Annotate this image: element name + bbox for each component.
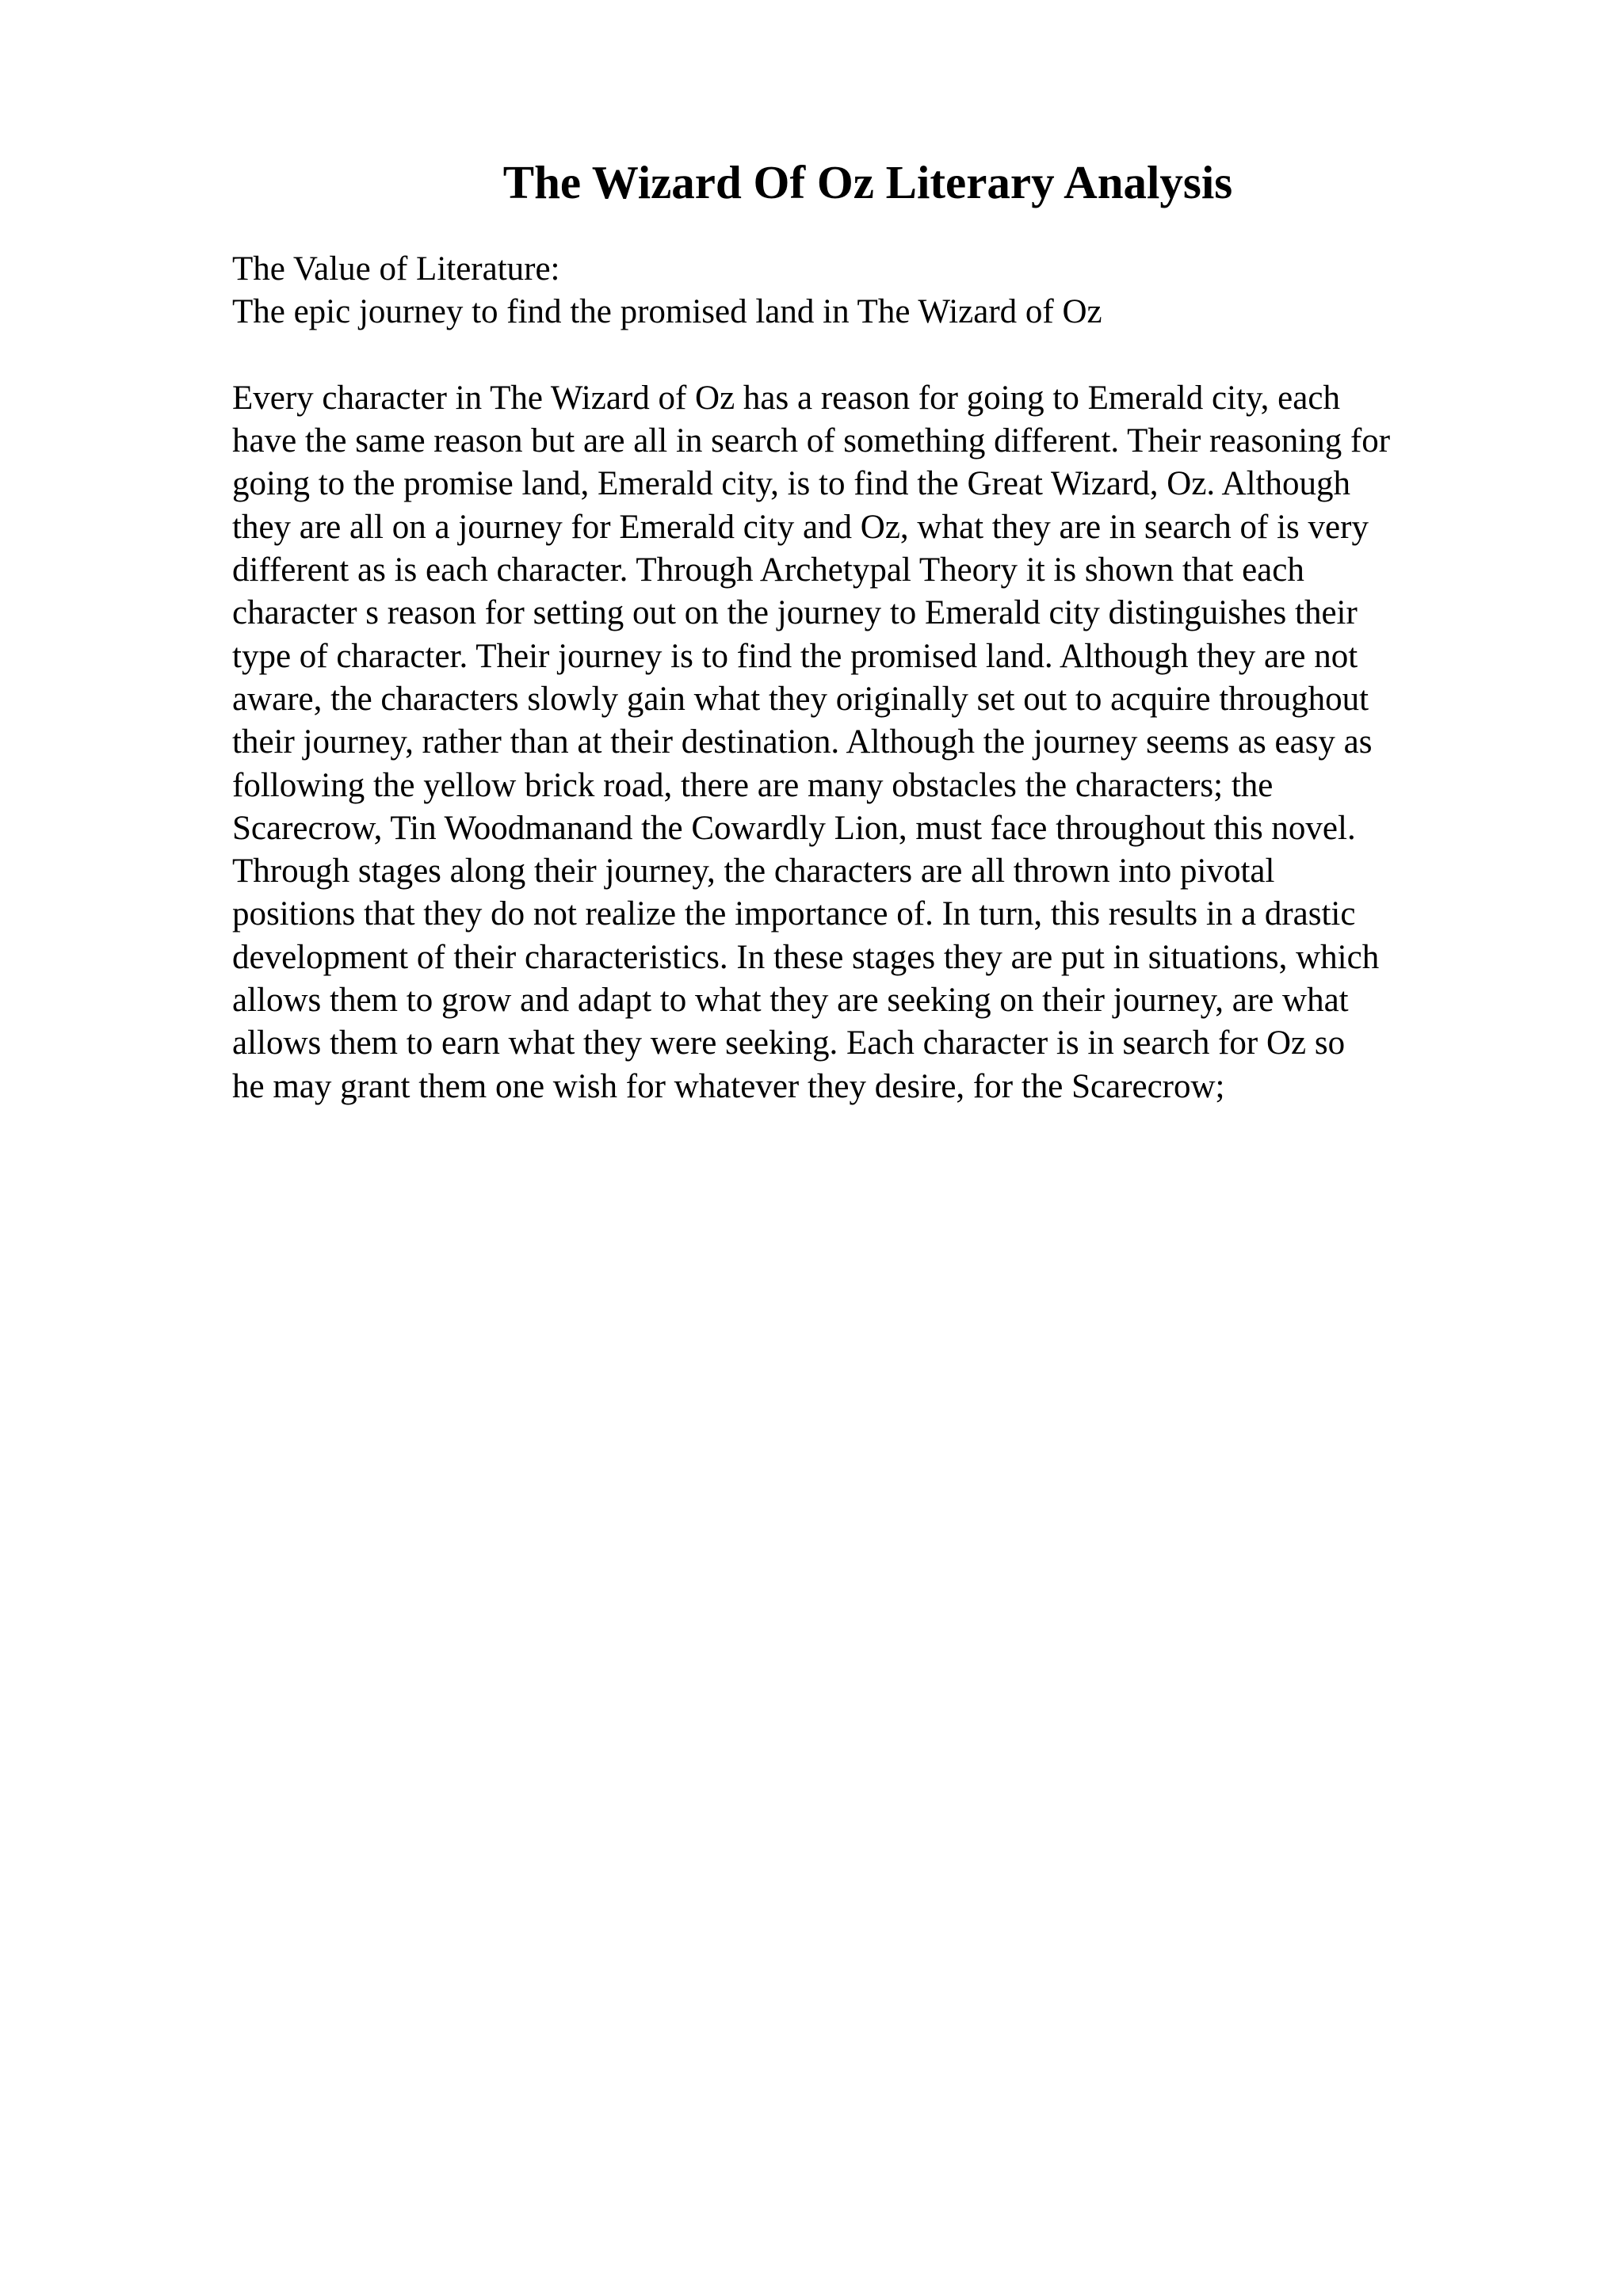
document-content	[232, 248, 1595, 1108]
subtitle-line: The epic journey to find the promised land in The Wizard of Oz	[232, 293, 1102, 331]
body-line: have the same reason but are all in search of something different. Their reasoning for	[232, 422, 1391, 460]
paragraph-spacer	[232, 334, 1595, 377]
body-line: positions that they do not realize the importance of. In turn, this results in a drastic	[232, 895, 1356, 933]
body-line: allows them to grow and adapt to what they are seeking on their journey, are what	[232, 982, 1349, 1020]
body-line: their journey, rather than at their destination. Although the journey seems as easy as	[232, 723, 1373, 761]
body-line: aware, the characters slowly gain what they originally set out to acquire throughout	[232, 680, 1369, 718]
body-line: going to the promise land, Emerald city, is to find the Great Wizard, Oz. Although	[232, 465, 1350, 503]
body-line: following the yellow brick road, there are many obstacles the characters; the	[232, 766, 1274, 804]
body-line: Scarecrow, Tin Woodmanand the Cowardly Lion, must face throughout this novel.	[232, 809, 1356, 847]
body-line: type of character. Their journey is to find the promised land. Although they are not	[232, 637, 1358, 675]
body-line: Through stages along their journey, the characters are all thrown into pivotal	[232, 852, 1275, 891]
body-line: allows them to earn what they were seeking. Each character is in search for Oz so	[232, 1024, 1346, 1062]
document-title: The Wizard Of Oz Literary Analysis	[502, 156, 1233, 208]
body-line: Every character in The Wizard of Oz has a reason for going to Emerald city, each	[232, 379, 1340, 417]
body-paragraph	[232, 377, 1595, 1108]
body-line: development of their characteristics. In these stages they are put in situations, which	[232, 938, 1380, 976]
body-line: they are all on a journey for Emerald city and Oz, what they are in search of is very	[232, 508, 1369, 546]
body-line: different as is each character. Through Archetypal Theory it is shown that each	[232, 551, 1304, 589]
subtitle-line: The Value of Literature:	[232, 250, 560, 288]
body-line: character s reason for setting out on the journey to Emerald city distinguishes their	[232, 594, 1358, 632]
body-line: he may grant them one wish for whatever they desire, for the Scarecrow;	[232, 1067, 1225, 1105]
